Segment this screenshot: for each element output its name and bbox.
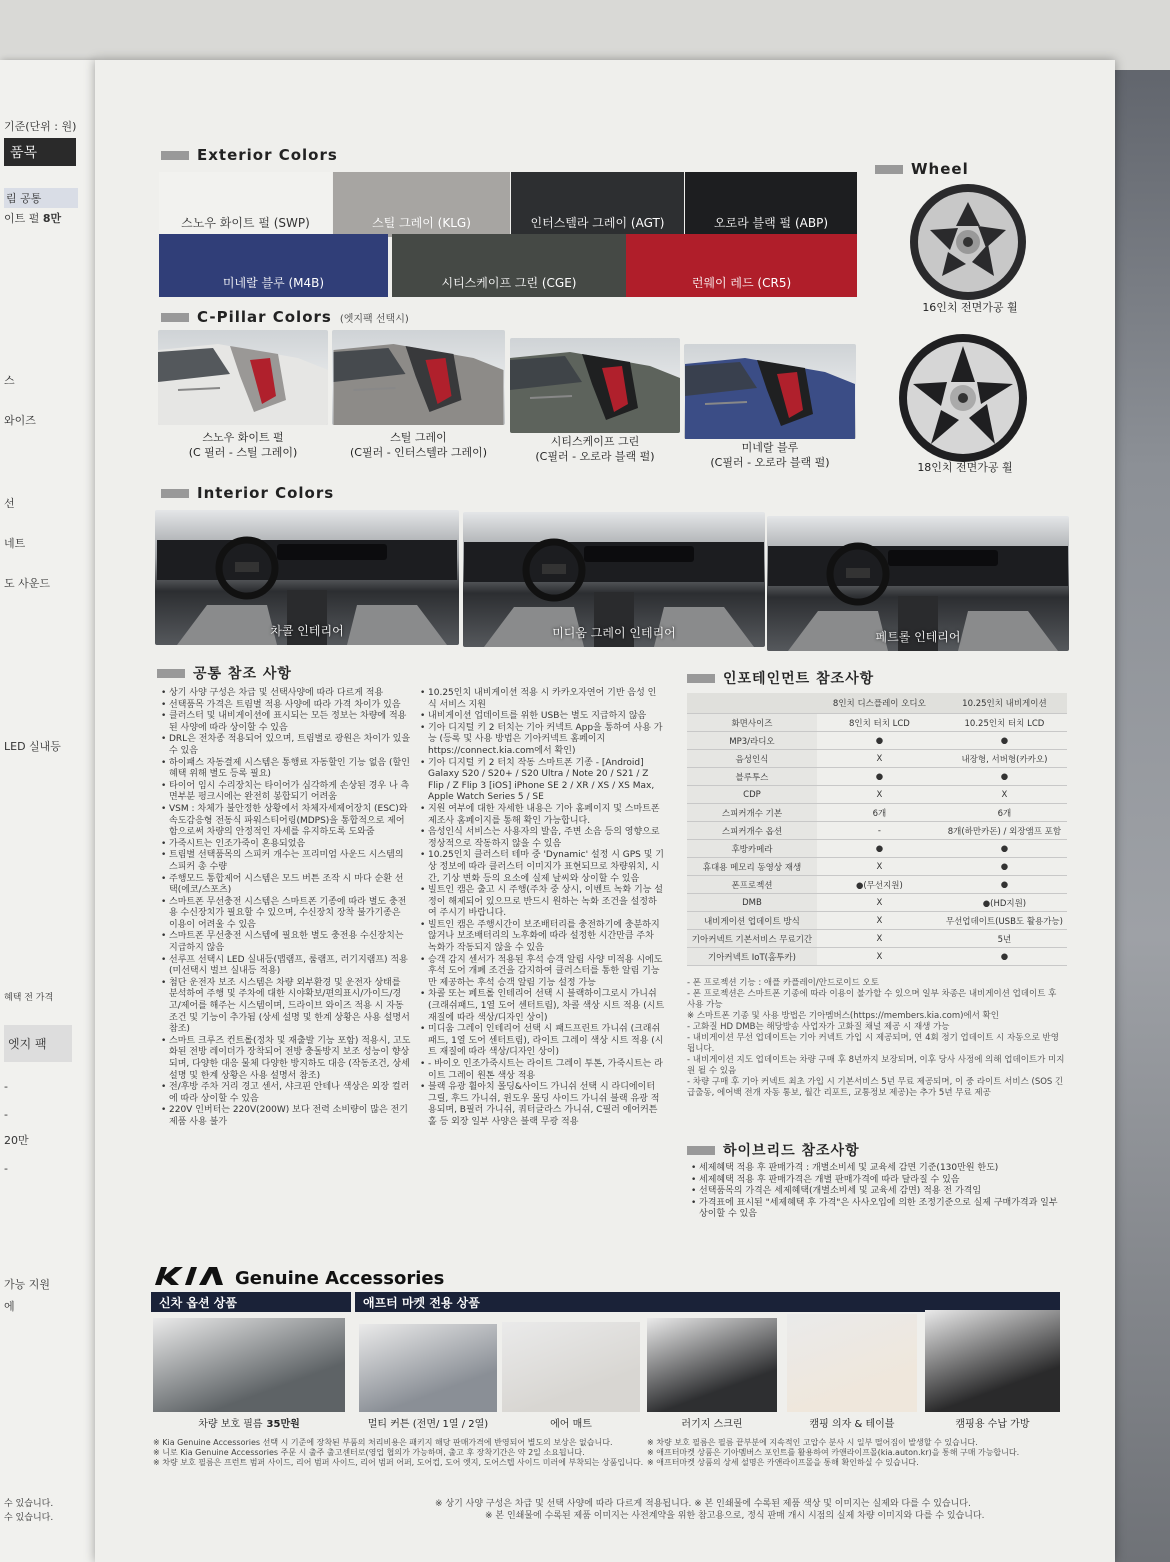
left-item: -: [4, 1080, 8, 1093]
left-item: 와이즈: [4, 414, 36, 427]
table-cell: 8개(하만카돈) / 외장앰프 포함: [942, 822, 1067, 840]
cpillar-pillar-color: (C필러 - 인터스텔라 그레이): [350, 446, 487, 459]
infotainment-notes: [687, 978, 1067, 1099]
infotainment-note: - 폰 프로젝션은 스마트폰 기종에 따라 이용이 불가할 수 있으며 일부 차종은 내비게이션 업데이트 후 사용 가능: [687, 989, 1057, 1010]
section-bar-icon: [161, 313, 189, 322]
new-car-option-bar: 신차 옵션 상품: [151, 1292, 351, 1312]
note-item: • VSM : 차체가 불안정한 상황에서 차체자세제어장치 (ESC)와 속도감응형 전동식 파워스티어링(MDPS)을 통합적으로 제어함으로써 차량의 안정적인 자세를 유지하도록 도와줌: [161, 804, 411, 839]
table-cell: 10.25인치 터치 LCD: [942, 714, 1067, 732]
note-item: • 차콜 또는 페트롤 인테리어 선택 시 블랙하이그로시 가니쉬(크래쉬패드, 1열 도어 센터트림), 차콜 색상 시트 적용 (시트 재질에 따라 색상/디자인 상이): [420, 989, 665, 1024]
table-cell: X: [817, 930, 942, 948]
cpillar-color-name: 시티스케이프 그린: [550, 435, 640, 448]
accessory-name: 러기지 스크린: [681, 1419, 743, 1430]
cpillar-title: C-Pillar Colors (엣지팩 선택시): [161, 308, 409, 326]
note-item: • 스마트폰 무선충전 시스템에 필요한 별도 충전용 수신장치는 지급하지 않음: [161, 931, 411, 954]
accessory-caption: [502, 1415, 640, 1430]
left-item: 수 있습니다.: [4, 1513, 54, 1523]
table-row: [687, 822, 1067, 840]
cpillar-photo: [684, 344, 856, 439]
table-cell: ●: [942, 840, 1067, 858]
infotainment-note: - 차량 구매 후 기아 커넥트 최초 가입 시 기본서비스 5년 무료 제공되며, 이 중 라이트 서비스 (SOS 긴급출동, 에어백 전개 자동 통보, 월간 리포트, 교통정보 제공)는 추가 5년 무료 제공: [687, 1077, 1064, 1098]
table-row: [687, 786, 1067, 804]
cpillar-color-name: 스노우 화이트 펄: [202, 431, 284, 444]
fine-print-line: ※ Kia Genuine Accessories 선택 시 기준에 장착된 부품의 처리비용은 패키지 해당 판매가격에 반영되어 별도의 보상은 없습니다.: [153, 1438, 613, 1447]
left-page-fragment: [0, 60, 95, 1562]
table-cell: X: [817, 948, 942, 966]
table-row: [687, 876, 1067, 894]
wheel-title: Wheel: [875, 160, 969, 178]
aftermarket-bar: 애프터 마켓 전용 상품: [355, 1292, 1060, 1312]
cpillar-color-name: 미네랄 블루: [741, 441, 799, 454]
interior-caption: 미디움 그레이 인테리어: [552, 626, 676, 640]
left-item: -: [4, 1108, 8, 1121]
cpillar-pillar-color: (C필러 - 오로라 블랙 펄): [710, 456, 830, 469]
common-title: 공통 참조 사항: [157, 663, 292, 683]
note-item: • 기아 디지털 키 2 터치는 기아 커넥트 App을 통하여 사용 가능 (등록 및 사용 방법은 기아커넥트 홈페이지 https://connect.kia.com에서 확인): [420, 723, 665, 758]
note-item: • 가죽시트는 인조가죽이 혼용되었음: [161, 839, 411, 851]
section-bar-icon: [687, 674, 715, 683]
note-item: • 상기 사양 구성은 차급 및 선택사양에 따라 다르게 적용: [161, 688, 411, 700]
table-cell: ●: [942, 768, 1067, 786]
section-bar-icon: [157, 669, 185, 678]
fine-print-line: ※ 니로 Kia Genuine Accessories 주문 시 출주 출고센터로(영업 협의가 가능하며, 출고 후 장착기간은 약 2일 소요됩니다.: [153, 1448, 585, 1457]
accessory-name: 에어 매트: [550, 1419, 592, 1430]
left-item: 스: [4, 374, 15, 387]
table-cell: 스피커개수 기본: [687, 804, 817, 822]
accessory-caption: [359, 1415, 497, 1430]
accessory-name: 차량 보호 필름: [198, 1419, 263, 1430]
accessory-name: 캠핑용 수납 가방: [955, 1419, 1030, 1430]
table-row: [687, 714, 1067, 732]
common-notes-col1: [161, 688, 411, 1129]
table-cell: 후방카메라: [687, 840, 817, 858]
note-item: • 주행모드 통합제어 시스템은 모드 버튼 조작 시 마다 순환 선택(에코/스포츠): [161, 874, 411, 897]
fine-print-line: ※ 애프터마켓 상품은 기아멤버스 포인트를 활용하여 카앤라이프몰(kia.auton.kr)을 통해 구매 가능합니다.: [647, 1448, 1020, 1457]
accessory-photo: [925, 1310, 1060, 1412]
note-item: • 스마트 크루즈 컨트롤(정차 및 재출발 기능 포함) 적용시, 고도화된 전방 레이더가 장착되어 전방 충돌방지 보조 성능이 향상되며, 다양한 대응 물체 다양한 방지하도 대응 (작동조건, 상세 설명 및 한계 상황은 사용 설명서 참조): [161, 1036, 411, 1082]
table-cell: X: [817, 858, 942, 876]
accessories-fine-right: [647, 1438, 1067, 1468]
brochure-page: [95, 60, 1115, 1562]
hybrid-notes: [691, 1163, 1061, 1221]
interior-caption: 페트롤 인테리어: [875, 630, 961, 644]
cpillar-photo: [332, 330, 505, 425]
note-item: • 선택품목 가격은 트림별 적용 사양에 따라 가격 차이가 있음: [161, 700, 411, 712]
note-item: • 빌트인 캠은 주행시간이 보조배터리를 충전하기에 충분하지 않거나 보조배터리의 노후화에 따라 설정한 시간만큼 주차 녹화가 작동되지 않을 수 있음: [420, 920, 665, 955]
infotainment-note: - 고화질 HD DMB는 해당방송 사업자가 고화질 채널 제공 시 재생 가능: [687, 1022, 950, 1032]
table-cell: X: [817, 786, 942, 804]
accessory-caption: [153, 1415, 345, 1430]
note-item: • 스마트폰 무선충전 시스템은 스마트폰 기종에 따라 별도 충전용 수신장치가 필요할 수 있으며, 수신장치 장착 불가기종은 이용이 어려울 수 있음: [161, 897, 411, 932]
note-item: • 승객 감지 센서가 적용된 후석 승객 알림 사양 미적용 시에도 후석 도어 개폐 조건을 감지하여 클러스터를 통한 알림 기능만 제공하는 후석 승객 알림 기능 설정 가능: [420, 955, 665, 990]
footer-notes: ※ 상기 사양 구성은 차급 및 선택 사양에 따라 다르게 적용됩니다. ※ 본 인쇄물에 수록된 제품 색상 및 이미지는 실제와 다를 수 있습니다. ※ 본 인쇄물에 수록된 제품 이미지는 사전계약을 위한 참고용으로, 정식 판매 개시 시점의 실제 차량 이미지와 다를 수 있습니다.: [435, 1499, 985, 1521]
note-item: • 세제혜택 적용 후 판매가격 : 개별소비세 및 교육세 감면 기준(130만원 한도): [691, 1163, 1061, 1175]
note-item: • 빌트인 캠은 출고 시 주행(주차 중 상시, 이벤트 녹화 기능 설정이 해제되어 있으므로 반드시 원하는 녹화 조건을 설정하여 주시기 바랍니다.: [420, 885, 665, 920]
fine-print-line: ※ 차량 보호 필름은 프런트 범퍼 사이드, 리어 범퍼 사이드, 리어 범퍼 어퍼, 도어컵, 도어 엣지, 도어스텝 사이드 미러에 부착되는 상품입니다.: [153, 1458, 644, 1467]
table-row: [687, 912, 1067, 930]
infotainment-note: ※ 스마트폰 기종 및 사용 방법은 기아멤버스(https://members.kia.com)에서 확인: [687, 1011, 999, 1021]
table-cell: ●: [942, 858, 1067, 876]
accessory-name: 캠핑 의자 & 테이블: [809, 1419, 895, 1430]
table-cell: ●: [942, 732, 1067, 750]
left-item: 도 사운드: [4, 577, 51, 590]
interior-caption: 차콜 인테리어: [270, 624, 344, 638]
left-item: -: [4, 1162, 8, 1175]
cpillar-caption: [510, 434, 680, 464]
section-bar-icon: [161, 489, 189, 498]
accessory-name: 멀티 커튼 (전면/ 1열 / 2열): [367, 1419, 489, 1430]
table-row: [687, 732, 1067, 750]
infotainment-title: 인포테인먼트 참조사항: [687, 668, 874, 688]
table-cell: 음성인식: [687, 750, 817, 768]
table-cell: 6개: [817, 804, 942, 822]
section-bar-icon: [687, 1146, 715, 1155]
infotainment-table: [687, 693, 1067, 966]
wheel-18-caption: 18인치 전면가공 휠: [917, 461, 1013, 474]
accessories-title: Genuine Accessories: [235, 1268, 445, 1289]
table-row: [687, 804, 1067, 822]
table-row: [687, 840, 1067, 858]
note-item: • 트림별 선택품목의 스피커 개수는 프리미엄 사운드 시스템의 스피커 총 수량: [161, 850, 411, 873]
note-item: • 클러스터 및 내비게이션에 표시되는 모든 정보는 차량에 적용된 사양에 따라 상이할 수 있음: [161, 711, 411, 734]
accessory-photo: [359, 1324, 497, 1412]
interior-photo: [463, 512, 765, 647]
table-cell: 블루투스: [687, 768, 817, 786]
accessory-photo: [787, 1314, 917, 1412]
note-item: • 지원 여부에 대한 자세한 내용은 기아 홈페이지 및 스마트폰 제조사 홈페이지를 통해 확인 가능합니다.: [420, 804, 665, 827]
note-item: • 가격표에 표시된 "세제혜택 후 가격"은 사사오입에 의한 조정기준으로 실제 구매가격과 일부 상이할 수 있음: [691, 1198, 1061, 1221]
table-cell: -: [817, 822, 942, 840]
color-swatch: 스틸 그레이 (KLG): [333, 172, 510, 237]
table-cell: ●: [817, 840, 942, 858]
note-item: • - 바이오 인조가죽시트는 라이트 그레이 투톤, 가죽시트는 라이트 그레이 원톤 색상 적용: [420, 1059, 665, 1082]
note-item: • DRL은 전차종 적용되어 있으며, 트림별로 광원은 차이가 있을 수 있음: [161, 734, 411, 757]
color-swatch: 오로라 블랙 펄 (ABP): [685, 172, 857, 237]
left-row2: 이트 펄 8만: [4, 212, 62, 225]
left-item: LED 실내등: [4, 740, 61, 753]
section-bar-icon: [875, 165, 903, 174]
note-item: • 전/후방 주차 거리 경고 센서, 샤크핀 안테나 색상은 외장 컬러에 따라 상이할 수 있음: [161, 1082, 411, 1105]
left-header: 품목: [4, 138, 76, 166]
accessories-fine-left: [153, 1438, 653, 1468]
accessory-photo: [647, 1318, 777, 1412]
cpillar-color-name: 스틸 그레이: [390, 431, 447, 444]
cpillar-caption: [332, 430, 505, 460]
table-cell: X: [817, 912, 942, 930]
left-item: 혜택 전 가격: [4, 993, 54, 1003]
note-item: • 블랙 유광 휠아치 몰딩&사이드 가니쉬 선택 시 라디에이터 그릴, 후드 가니쉬, 윈도우 몰딩 사이드 가니쉬 블랙 유광 적용되며, B필러 가니쉬, 쿼터글라스 가니쉬, C필러 에어커튼 홀 등 외장 일부 사양은 블랙 무광 적용: [420, 1082, 665, 1128]
wheel-16-caption: 16인치 전면가공 휠: [922, 301, 1018, 314]
cpillar-pillar-color: (C 필러 - 스틸 그레이): [188, 446, 298, 459]
infotainment-note: - 내비게이션 무선 업데이트는 기아 커넥트 가입 시 제공되며, 연 4회 정기 업데이트 시 자동으로 반영됩니다.: [687, 1033, 1059, 1054]
left-row1: 림 공통: [4, 188, 78, 208]
note-item: • 세제혜택 적용 후 판매가격은 개별 판매가격에 따라 달라질 수 있음: [691, 1175, 1061, 1187]
table-cell: 기아커넥트 기본서비스 무료기간: [687, 930, 817, 948]
table-cell: DMB: [687, 894, 817, 912]
table-header-cell: 8인치 디스플레이 오디오: [817, 693, 942, 714]
cpillar-caption: [158, 430, 328, 460]
table-cell: ●(HD지원): [942, 894, 1067, 912]
table-cell: ●: [942, 876, 1067, 894]
table-cell: 기아커넥트 IoT(홈투카): [687, 948, 817, 966]
kia-logo-icon: [153, 1265, 231, 1291]
table-cell: ●: [942, 948, 1067, 966]
table-cell: ●: [817, 768, 942, 786]
left-item: 엣지 팩: [4, 1025, 72, 1062]
section-bar-icon: [161, 151, 189, 160]
left-item: 20만: [4, 1134, 29, 1147]
table-cell: 휴대용 메모리 동영상 재생: [687, 858, 817, 876]
table-row: [687, 948, 1067, 966]
note-item: • 타이어 임시 수리장치는 타이어가 심각하게 손상된 경우 나 측면부분 펑크시에는 완전히 봉합되기 어려움: [161, 781, 411, 804]
left-item: 에: [4, 1300, 15, 1313]
accessory-photo: [502, 1322, 640, 1412]
note-item: • 10.25인치 내비게이션 적용 시 카카오자연어 기반 음성 인식 서비스 지원: [420, 688, 665, 711]
interior-photo: [767, 516, 1069, 651]
cpillar-pillar-color: (C필러 - 오로라 블랙 펄): [535, 450, 655, 463]
color-swatch: 런웨이 레드 (CR5): [626, 234, 857, 297]
table-cell: 5년: [942, 930, 1067, 948]
table-cell: 무선업데이트(USB도 활용가능): [942, 912, 1067, 930]
exterior-title: Exterior Colors: [161, 146, 338, 164]
left-item: 선: [4, 497, 15, 510]
accessory-caption: [925, 1415, 1060, 1430]
note-item: • 음성인식 서비스는 사용자의 발음, 주변 소음 등의 영향으로 정상적으로 작동하지 않을 수 있음: [420, 827, 665, 850]
note-item: • 기아 디지털 키 2 터치 작동 스마트폰 기종 - [Android] Galaxy S20 / S20+ / S20 Ultra / Note 20 / S21 / Z Flip / Z Flip 3 [iOS] iPhone SE 2 / XR / XS / XS Max, Apple Watch Series 5 / SE: [420, 758, 665, 804]
table-cell: 폰프로젝션: [687, 876, 817, 894]
table-row: [687, 768, 1067, 786]
accessory-caption: [787, 1415, 917, 1430]
table-cell: ●: [817, 732, 942, 750]
table-cell: 8인치 터치 LCD: [817, 714, 942, 732]
table-cell: MP3/라디오: [687, 732, 817, 750]
table-cell: 화면사이즈: [687, 714, 817, 732]
table-row: [687, 750, 1067, 768]
note-item: • 선택품목의 가격은 세제혜택(개별소비세 및 교육세 감면) 적용 전 가격임: [691, 1186, 1061, 1198]
left-unit-text: 기준(단위 : 원): [4, 120, 77, 133]
color-swatch: 스노우 화이트 펄 (SWP): [159, 172, 332, 237]
table-row: [687, 894, 1067, 912]
accessory-caption: [647, 1415, 777, 1430]
note-item: • 하이패스 자동결제 시스템은 통행료 자동할인 기능 없음 (할인 혜택 위해 별도 등록 필요): [161, 758, 411, 781]
table-cell: 내비게이션 업데이트 방식: [687, 912, 817, 930]
left-item: 가능 지원: [4, 1278, 51, 1291]
hybrid-title: 하이브리드 참조사항: [687, 1140, 860, 1160]
color-swatch: 인터스텔라 그레이 (AGT): [511, 172, 684, 237]
note-item: • 내비게이션 업데이트를 위한 USB는 별도 지급하지 않음: [420, 711, 665, 723]
note-item: • 미디움 그레이 인테리어 선택 시 패드프린트 가니쉬 (크래쉬패드, 1열 도어 센터트림), 라이트 그레이 색상 시트 적용 (시트 재질에 따라 색상/디자인 상이): [420, 1024, 665, 1059]
table-cell: X: [817, 894, 942, 912]
left-item: 네트: [4, 537, 26, 550]
color-swatch: 미네랄 블루 (M4B): [159, 234, 388, 297]
note-item: • 선루프 선택시 LED 실내등(맵램프, 룸램프, 러기지램프) 적용(미선택시 벌브 실내등 적용): [161, 955, 411, 978]
note-item: • 첨단 운전자 보조 시스템은 차량 외부환경 및 운전자 상태를 분석하여 주행 및 주차에 대한 시야확보/편의표시/가이드/경고/제어를 해주는 시스템이며, 드라이브 와이즈 적용 시 자동 조건 및 기능이 추가됨 (상세 설명 및 한계 상황은 사용 설명서 참조): [161, 978, 411, 1036]
wheel-16-icon: [908, 182, 1028, 302]
infotainment-note: - 내비게이션 지도 업데이트는 차량 구매 후 8년까지 보장되며, 이후 당사 사정에 의해 업데이트가 미지원 될 수 있음: [687, 1055, 1065, 1076]
fine-print-line: ※ 차량 보호 필름은 필름 끝부분에 지속적인 고압수 분사 시 일부 떨어짐이 발생할 수 있습니다.: [647, 1438, 978, 1447]
wheel-18-icon: [897, 332, 1029, 464]
table-cell: ●(무선지원): [817, 876, 942, 894]
color-swatch: 시티스케이프 그린 (CGE): [392, 234, 626, 297]
table-cell: 6개: [942, 804, 1067, 822]
common-notes-col2: [420, 688, 665, 1129]
table-cell: X: [942, 786, 1067, 804]
table-cell: X: [817, 750, 942, 768]
table-cell: 스피커개수 옵션: [687, 822, 817, 840]
note-item: • 220V 인버터는 220V(200W) 보다 전력 소비량이 많은 전기제품 사용 불가: [161, 1105, 411, 1128]
table-row: [687, 930, 1067, 948]
accessory-photo: [153, 1318, 345, 1412]
table-cell: CDP: [687, 786, 817, 804]
accessory-price: 35만원: [266, 1419, 300, 1430]
cpillar-photo: [158, 330, 328, 425]
interior-photo: [155, 510, 459, 645]
left-item: 수 있습니다.: [4, 1499, 54, 1509]
cpillar-caption: [684, 440, 856, 470]
infotainment-note: - 폰 프로젝션 기능 : 애플 카플레이/안드로이드 오토: [687, 978, 879, 988]
note-item: • 10.25인치 클러스터 테마 중 'Dynamic' 설정 시 GPS 및 기상 정보에 따라 클러스터 이미지가 표현되므로 차량위치, 시간, 기상 변화 등의 요소에 실제 날씨와 상이할 수 있음: [420, 850, 665, 885]
cpillar-photo: [510, 338, 680, 433]
table-header-cell: [687, 693, 817, 714]
fine-print-line: ※ 애프터마켓 상품의 상세 설명은 카앤라이프몰을 통해 확인하실 수 있습니다.: [647, 1458, 919, 1467]
interior-title: Interior Colors: [161, 484, 334, 502]
table-cell: 내장형, 서버형(카카오): [942, 750, 1067, 768]
table-row: [687, 858, 1067, 876]
table-header-cell: 10.25인치 내비게이션: [942, 693, 1067, 714]
